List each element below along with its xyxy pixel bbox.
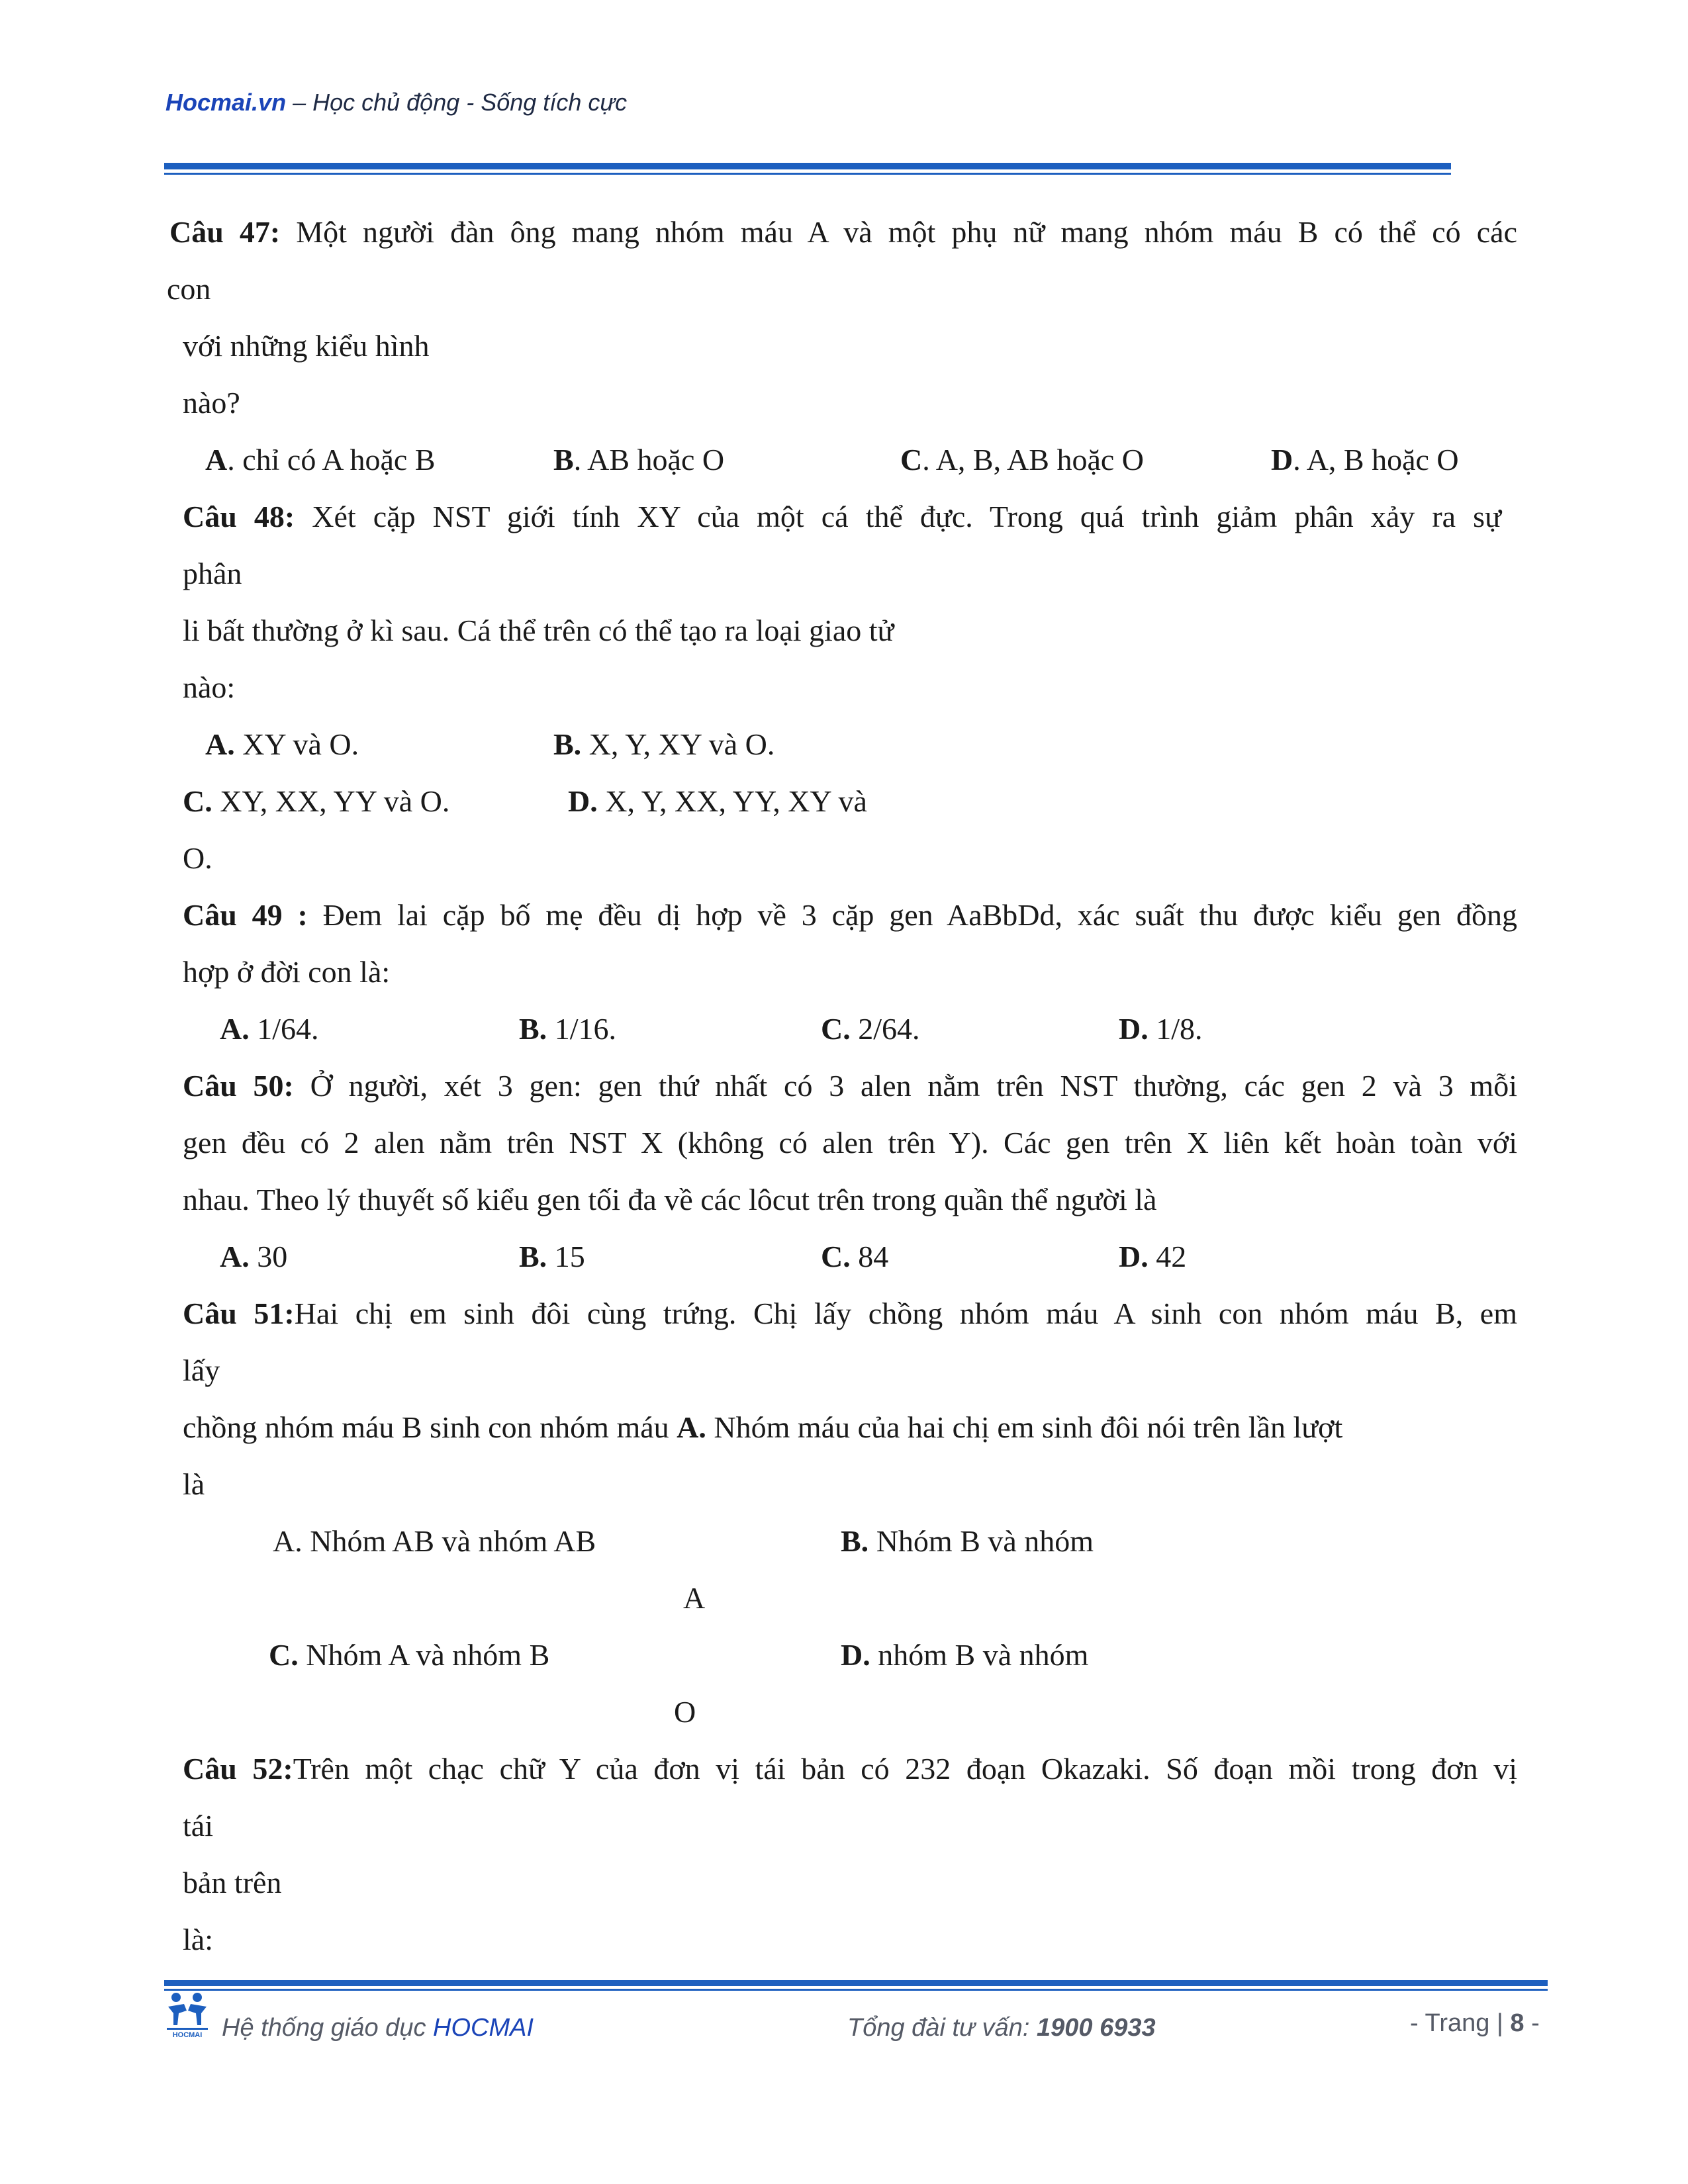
q47-option-a: A. chỉ có A hoặc B xyxy=(205,443,436,477)
page-header xyxy=(165,89,627,116)
q48-option-d-wrap: O. xyxy=(183,841,212,875)
q47-label: Câu 47: xyxy=(169,215,281,249)
q50-option-a: A. 30 xyxy=(220,1240,288,1273)
q49-option-b: B. 1/16. xyxy=(519,1012,616,1046)
q50-label: Câu 50: xyxy=(183,1069,294,1103)
header-rule-thick xyxy=(164,163,1451,169)
q47-option-b: B. AB hoặc O xyxy=(553,443,725,477)
q48-option-a: A. XY và O. xyxy=(205,727,359,761)
q51-line1: Câu 51:Hai chị em sinh đôi cùng trứng. Chị lấy chồng nhóm máu A sinh con nhóm máu B, em xyxy=(183,1297,1517,1330)
q47-line3: với những kiểu hình xyxy=(183,329,430,363)
q49-line1: Câu 49 : Đem lai cặp bố mẹ đều dị hợp về 3 cặp gen AaBbDd, xác suất thu được kiểu gen đồng xyxy=(183,898,1517,932)
q49-option-a: A. 1/64. xyxy=(220,1012,319,1046)
q50-line1: Câu 50: Ở người, xét 3 gen: gen thứ nhất có 3 alen nằm trên NST thường, các gen 2 và 3 mỗi xyxy=(183,1069,1517,1103)
q47-option-c: C. A, B, AB hoặc O xyxy=(900,443,1145,477)
q48-line1: Câu 48: Xét cặp NST giới tính XY của một cá thể đực. Trong quá trình giảm phân xảy ra sự xyxy=(183,500,1502,533)
q48-line2: phân xyxy=(183,557,242,590)
q51-line2: lấy xyxy=(183,1353,220,1387)
q49-option-c: C. 2/64. xyxy=(821,1012,920,1046)
q50-option-b: B. 15 xyxy=(519,1240,585,1273)
hocmai-logo-icon xyxy=(164,1991,211,2038)
q49-label: Câu 49 : xyxy=(183,898,308,932)
q47-line2: con xyxy=(167,272,211,306)
q49-option-d: D. 1/8. xyxy=(1119,1012,1203,1046)
footer-rule-thin xyxy=(164,1989,1548,1991)
q48-line4: nào: xyxy=(183,670,236,704)
footer-system-name: Hệ thống giáo dục HOCMAI xyxy=(222,2014,534,2042)
q48-label: Câu 48: xyxy=(183,500,295,533)
q51-option-b-wrap: A xyxy=(683,1581,706,1615)
q48-option-b: B. X, Y, XY và O. xyxy=(553,727,775,761)
q50-line3: nhau. Theo lý thuyết số kiểu gen tối đa về các lôcut trên trong quần thể người là xyxy=(183,1183,1157,1216)
q51-option-d: D. nhóm B và nhóm xyxy=(841,1638,1089,1672)
q50-option-d: D. 42 xyxy=(1119,1240,1187,1273)
q52-line1: Câu 52:Trên một chạc chữ Y của đơn vị tái bản có 232 đoạn Okazaki. Số đoạn mồi trong đơn vị xyxy=(183,1752,1518,1786)
q47-line4: nào? xyxy=(183,386,240,420)
footer-rule-thick xyxy=(164,1980,1548,1986)
header-rule-thin xyxy=(164,173,1451,175)
q52-label: Câu 52: xyxy=(183,1752,293,1786)
q48-option-d: D. X, Y, XX, YY, XY và xyxy=(568,784,867,818)
footer-brand: HOCMAI xyxy=(433,2014,534,2042)
q47-line1: Câu 47: Một người đàn ông mang nhóm máu A và một phụ nữ mang nhóm máu B có thể có các xyxy=(169,215,1517,249)
header-tagline: – Học chủ động - Sống tích cực xyxy=(286,89,628,116)
q51-option-d-wrap: O xyxy=(674,1695,696,1729)
q48-option-c: C. XY, XX, YY và O. xyxy=(183,784,450,818)
header-brand[interactable]: Hocmai.vn xyxy=(165,89,287,116)
footer-phone: 1900 6933 xyxy=(1037,2014,1156,2042)
footer-hotline: Tổng đài tư vấn: 1900 6933 xyxy=(847,2014,1156,2042)
q51-option-b: B. Nhóm B và nhóm xyxy=(841,1524,1094,1558)
q49-line2: hợp ở đời con là: xyxy=(183,955,391,989)
q51-option-a: A. Nhóm AB và nhóm AB xyxy=(273,1524,596,1558)
logo-caption: HOCMAI xyxy=(172,2031,203,2038)
q52-line4: là: xyxy=(183,1923,213,1956)
q47-option-d: D. A, B hoặc O xyxy=(1271,443,1459,477)
q52-line3: bản trên xyxy=(183,1866,282,1899)
q51-option-c: C. Nhóm A và nhóm B xyxy=(269,1638,550,1672)
q52-line2: tái xyxy=(183,1809,213,1843)
q51-line4: là xyxy=(183,1467,205,1501)
q48-line3: li bất thường ở kì sau. Cá thể trên có thể tạo ra loại giao tử xyxy=(183,614,894,647)
q50-option-c: C. 84 xyxy=(821,1240,889,1273)
q51-label: Câu 51: xyxy=(183,1297,295,1330)
q50-line2: gen đều có 2 alen nằm trên NST X (không có alen trên Y). Các gen trên X liên kết hoàn toàn với xyxy=(183,1126,1517,1160)
q51-line3: chồng nhóm máu B sinh con nhóm máu A. Nhóm máu của hai chị em sinh đôi nói trên lần lượt xyxy=(183,1410,1343,1444)
footer-page-number: - Trang | 8 - xyxy=(1410,2009,1540,2037)
